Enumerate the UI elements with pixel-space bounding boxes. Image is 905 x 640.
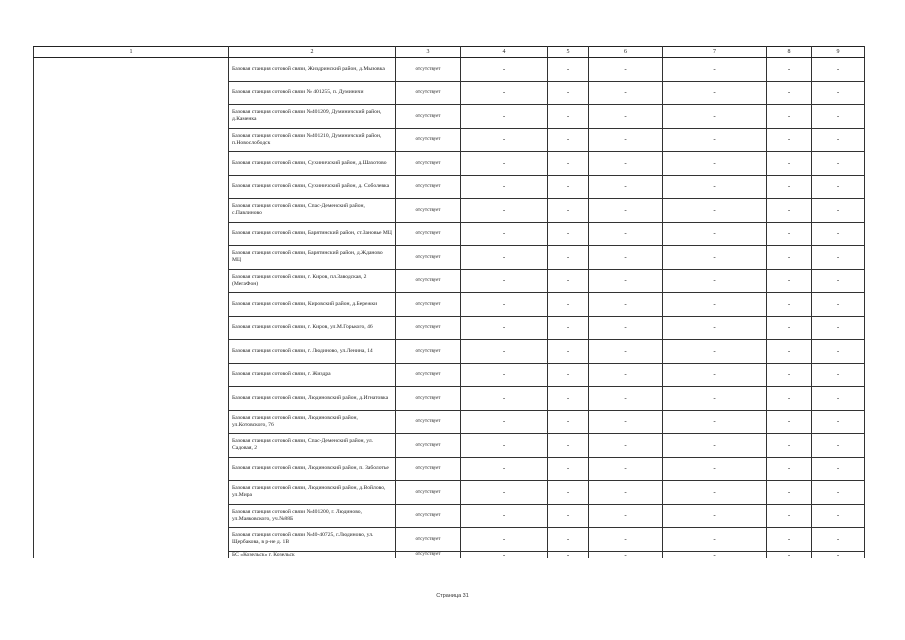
value-cell-col-4: - [461, 481, 548, 505]
value-cell-col-6: - [589, 152, 663, 176]
value-cell-col-8: - [767, 528, 812, 552]
value-cell-col-6: - [589, 340, 663, 364]
value-cell-col-5: - [548, 363, 589, 387]
value-cell-col-8: - [767, 293, 812, 317]
value-cell-col-4: - [461, 81, 548, 105]
value-cell-col-4: - [461, 128, 548, 152]
value-cell-col-9: - [812, 551, 865, 558]
column-1-cell [34, 58, 229, 558]
value-cell-col-5: - [548, 551, 589, 558]
value-cell-col-8: - [767, 481, 812, 505]
status-cell: отсутствует [396, 410, 461, 434]
value-cell-col-9: - [812, 199, 865, 223]
column-header-6: 6 [589, 47, 663, 58]
value-cell-col-4: - [461, 434, 548, 458]
value-cell-col-7: - [663, 363, 767, 387]
status-cell: отсутствует [396, 175, 461, 199]
value-cell-col-6: - [589, 222, 663, 246]
column-header-9: 9 [812, 47, 865, 58]
value-cell-col-7: - [663, 387, 767, 411]
value-cell-col-7: - [663, 340, 767, 364]
value-cell-col-5: - [548, 105, 589, 129]
value-cell-col-9: - [812, 340, 865, 364]
value-cell-col-5: - [548, 269, 589, 293]
value-cell-col-8: - [767, 387, 812, 411]
value-cell-col-4: - [461, 504, 548, 528]
value-cell-col-5: - [548, 340, 589, 364]
value-cell-col-8: - [767, 551, 812, 558]
value-cell-col-4: - [461, 269, 548, 293]
object-description-cell: Базовая станция сотовой связи, Людиновский район, п. Заболотье [229, 457, 396, 481]
data-table [33, 46, 865, 558]
value-cell-col-6: - [589, 246, 663, 270]
value-cell-col-4: - [461, 316, 548, 340]
value-cell-col-9: - [812, 504, 865, 528]
value-cell-col-9: - [812, 293, 865, 317]
column-header-7: 7 [663, 47, 767, 58]
value-cell-col-8: - [767, 152, 812, 176]
column-header-5: 5 [548, 47, 589, 58]
value-cell-col-4: - [461, 105, 548, 129]
status-cell: отсутствует [396, 152, 461, 176]
object-description-cell: Базовая станция сотовой связи, Жиздринский район, д.Мызовка [229, 58, 396, 82]
value-cell-col-8: - [767, 316, 812, 340]
value-cell-col-4: - [461, 58, 548, 82]
value-cell-col-9: - [812, 481, 865, 505]
value-cell-col-6: - [589, 199, 663, 223]
value-cell-col-5: - [548, 175, 589, 199]
status-cell: отсутствует [396, 481, 461, 505]
status-cell: отсутствует [396, 222, 461, 246]
status-cell: отсутствует [396, 340, 461, 364]
value-cell-col-9: - [812, 222, 865, 246]
status-cell: отсутствует [396, 293, 461, 317]
value-cell-col-9: - [812, 58, 865, 82]
object-description-cell: Базовая станция сотовой связи, г. Киров, пл.Заводская, 2 (МегаФон) [229, 269, 396, 293]
object-description-cell: Базовая станция сотовой связи №401210, Думиничский район, п.Новослободск [229, 128, 396, 152]
object-description-cell: Базовая станция сотовой связи, г. Жиздра [229, 363, 396, 387]
value-cell-col-8: - [767, 58, 812, 82]
value-cell-col-4: - [461, 363, 548, 387]
value-cell-col-9: - [812, 387, 865, 411]
value-cell-col-5: - [548, 58, 589, 82]
value-cell-col-5: - [548, 410, 589, 434]
value-cell-col-6: - [589, 105, 663, 129]
column-header-2: 2 [229, 47, 396, 58]
value-cell-col-6: - [589, 81, 663, 105]
value-cell-col-6: - [589, 58, 663, 82]
status-cell: отсутствует [396, 457, 461, 481]
status-cell: отсутствует [396, 316, 461, 340]
status-cell: отсутствует [396, 387, 461, 411]
value-cell-col-4: - [461, 457, 548, 481]
value-cell-col-8: - [767, 434, 812, 458]
value-cell-col-4: - [461, 340, 548, 364]
value-cell-col-4: - [461, 222, 548, 246]
value-cell-col-5: - [548, 457, 589, 481]
value-cell-col-4: - [461, 246, 548, 270]
value-cell-col-6: - [589, 128, 663, 152]
value-cell-col-6: - [589, 528, 663, 552]
value-cell-col-6: - [589, 316, 663, 340]
value-cell-col-8: - [767, 410, 812, 434]
object-description-cell: Базовая станция сотовой связи, Людиновский район, д.Войлово, ул.Мира [229, 481, 396, 505]
status-cell: отсутствует [396, 58, 461, 82]
status-cell: отсутствует [396, 434, 461, 458]
status-cell: отсутствует [396, 528, 461, 552]
value-cell-col-9: - [812, 528, 865, 552]
value-cell-col-9: - [812, 105, 865, 129]
object-description-cell: Базовая станция сотовой связи, Барятинский район, д.Жданово МЦ [229, 246, 396, 270]
value-cell-col-6: - [589, 293, 663, 317]
value-cell-col-8: - [767, 81, 812, 105]
value-cell-col-4: - [461, 551, 548, 558]
value-cell-col-7: - [663, 199, 767, 223]
value-cell-col-8: - [767, 222, 812, 246]
value-cell-col-8: - [767, 269, 812, 293]
object-description-cell: Базовая станция сотовой связи №401209, Думиничский район, д.Каменка [229, 105, 396, 129]
value-cell-col-7: - [663, 269, 767, 293]
object-description-cell: Базовая станция сотовой связи, Барятинский район, ст.Зановье МЦ [229, 222, 396, 246]
object-description-cell: Базовая станция сотовой связи, Сухиничский район, д.Шахотово [229, 152, 396, 176]
status-cell: отсутствует [396, 199, 461, 223]
table-body [34, 58, 865, 558]
value-cell-col-7: - [663, 481, 767, 505]
value-cell-col-4: - [461, 528, 548, 552]
object-description-cell: Базовая станция сотовой связи, г. Киров, ул.М.Горького, 46 [229, 316, 396, 340]
status-cell: отсутствует [396, 128, 461, 152]
value-cell-col-5: - [548, 316, 589, 340]
object-description-cell: Базовая станция сотовой связи №401200, г. Людиново, ул.Маяковского, уч.№88Б [229, 504, 396, 528]
value-cell-col-9: - [812, 128, 865, 152]
page-number: Страница 31 [436, 593, 469, 599]
value-cell-col-5: - [548, 199, 589, 223]
value-cell-col-5: - [548, 387, 589, 411]
value-cell-col-7: - [663, 105, 767, 129]
value-cell-col-4: - [461, 199, 548, 223]
value-cell-col-9: - [812, 81, 865, 105]
column-header-1: 1 [34, 47, 229, 58]
object-description-cell: БС «Козельск» г. Козельск [229, 551, 396, 558]
table-row [34, 58, 865, 82]
status-cell: отсутствует [396, 269, 461, 293]
value-cell-col-6: - [589, 504, 663, 528]
value-cell-col-5: - [548, 481, 589, 505]
value-cell-col-7: - [663, 81, 767, 105]
value-cell-col-9: - [812, 410, 865, 434]
status-cell: отсутствует [396, 105, 461, 129]
status-cell: отсутствует [396, 551, 461, 558]
object-description-cell: Базовая станция сотовой связи, Сухиничский район, д. Соболевка [229, 175, 396, 199]
object-description-cell: Базовая станция сотовой связи, Людиновский район, д.Игнатовка [229, 387, 396, 411]
value-cell-col-5: - [548, 246, 589, 270]
object-description-cell: Базовая станция сотовой связи, Спас-Деменский район, ул. Садовая, 2 [229, 434, 396, 458]
value-cell-col-7: - [663, 175, 767, 199]
value-cell-col-9: - [812, 316, 865, 340]
value-cell-col-6: - [589, 175, 663, 199]
value-cell-col-5: - [548, 128, 589, 152]
value-cell-col-7: - [663, 551, 767, 558]
object-description-cell: Базовая станция сотовой связи, Спас-Деменский район, с.Павлиново [229, 199, 396, 223]
value-cell-col-7: - [663, 316, 767, 340]
value-cell-col-7: - [663, 434, 767, 458]
value-cell-col-6: - [589, 551, 663, 558]
value-cell-col-8: - [767, 105, 812, 129]
value-cell-col-6: - [589, 434, 663, 458]
value-cell-col-6: - [589, 457, 663, 481]
object-description-cell: Базовая станция сотовой связи № 401255, п. Думиничи [229, 81, 396, 105]
value-cell-col-4: - [461, 387, 548, 411]
value-cell-col-8: - [767, 457, 812, 481]
value-cell-col-7: - [663, 504, 767, 528]
header-row [34, 47, 865, 58]
value-cell-col-8: - [767, 363, 812, 387]
value-cell-col-5: - [548, 528, 589, 552]
value-cell-col-9: - [812, 457, 865, 481]
value-cell-col-6: - [589, 363, 663, 387]
value-cell-col-8: - [767, 246, 812, 270]
object-description-cell: Базовая станция сотовой связи, Людиновский район, ул.Котовского, 76 [229, 410, 396, 434]
value-cell-col-4: - [461, 152, 548, 176]
value-cell-col-7: - [663, 528, 767, 552]
value-cell-col-7: - [663, 246, 767, 270]
status-cell: отсутствует [396, 81, 461, 105]
value-cell-col-6: - [589, 481, 663, 505]
value-cell-col-5: - [548, 504, 589, 528]
value-cell-col-8: - [767, 199, 812, 223]
value-cell-col-8: - [767, 340, 812, 364]
value-cell-col-7: - [663, 222, 767, 246]
column-header-3: 3 [396, 47, 461, 58]
status-cell: отсутствует [396, 363, 461, 387]
column-header-8: 8 [767, 47, 812, 58]
value-cell-col-9: - [812, 363, 865, 387]
value-cell-col-5: - [548, 222, 589, 246]
value-cell-col-5: - [548, 293, 589, 317]
value-cell-col-9: - [812, 434, 865, 458]
value-cell-col-7: - [663, 457, 767, 481]
value-cell-col-6: - [589, 269, 663, 293]
value-cell-col-5: - [548, 152, 589, 176]
object-description-cell: Базовая станция сотовой связи №40-40725, г.Людиново, ул. Щербакова, в р-не д. 1В [229, 528, 396, 552]
value-cell-col-9: - [812, 152, 865, 176]
value-cell-col-8: - [767, 128, 812, 152]
value-cell-col-5: - [548, 434, 589, 458]
value-cell-col-9: - [812, 175, 865, 199]
value-cell-col-4: - [461, 293, 548, 317]
value-cell-col-7: - [663, 58, 767, 82]
value-cell-col-7: - [663, 293, 767, 317]
value-cell-col-5: - [548, 81, 589, 105]
value-cell-col-7: - [663, 410, 767, 434]
value-cell-col-9: - [812, 246, 865, 270]
object-description-cell: Базовая станция сотовой связи, Кировский район, д.Бережки [229, 293, 396, 317]
value-cell-col-9: - [812, 269, 865, 293]
value-cell-col-8: - [767, 504, 812, 528]
column-header-4: 4 [461, 47, 548, 58]
value-cell-col-8: - [767, 175, 812, 199]
status-cell: отсутствует [396, 246, 461, 270]
value-cell-col-7: - [663, 152, 767, 176]
status-cell: отсутствует [396, 504, 461, 528]
value-cell-col-6: - [589, 410, 663, 434]
value-cell-col-6: - [589, 387, 663, 411]
value-cell-col-4: - [461, 410, 548, 434]
value-cell-col-4: - [461, 175, 548, 199]
value-cell-col-7: - [663, 128, 767, 152]
object-description-cell: Базовая станция сотовой связи, г. Людиново, ул.Ленина, 14 [229, 340, 396, 364]
